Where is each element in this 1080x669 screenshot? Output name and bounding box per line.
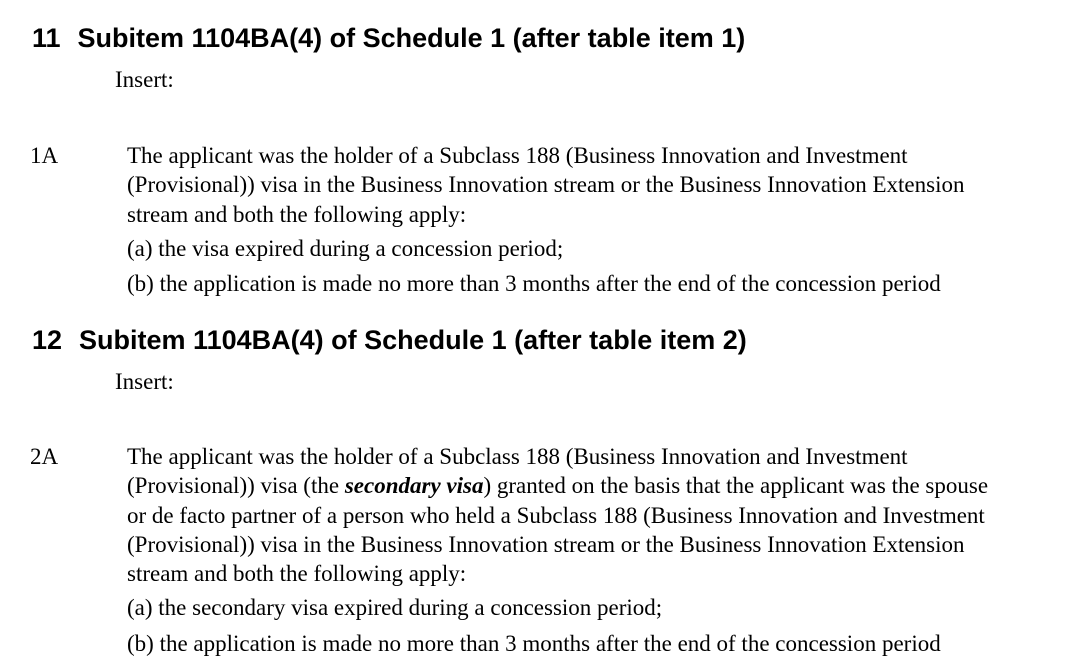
item-line: (Provisional)) visa in the Business Innovation stream or the Business Innovation Extension	[127, 531, 965, 557]
item-paragraph	[127, 442, 1057, 588]
item-paragraph	[127, 141, 1057, 229]
item-line: The applicant was the holder of a Subclass 188 (Business Innovation and Investment	[127, 143, 908, 168]
condition-b: (b) the application is made no more than 3 months after the end of the concession period	[127, 630, 941, 656]
item-line: stream and both the following apply:	[127, 561, 467, 587]
section-title: Subitem 1104BA(4) of Schedule 1 (after table item 2)	[79, 325, 747, 355]
insert-label: Insert:	[115, 67, 174, 92]
item-text	[127, 442, 1057, 658]
item-line	[127, 471, 1057, 500]
condition-a: (a) the visa expired during a concession period;	[127, 235, 564, 261]
item-line: (Provisional)) visa in the Business Innovation stream or the Business Innovation Extension	[127, 172, 965, 198]
item-line-text: ) granted on the basis that the applicant was the spouse	[483, 473, 989, 499]
item-number: 2A	[30, 444, 59, 469]
condition-a: (a) the secondary visa expired during a concession period;	[127, 595, 663, 621]
item-line: or de facto partner of a person who held a Subclass 188 (Business Innovation and Investment	[127, 502, 985, 528]
section-number: 11	[32, 23, 61, 53]
section-heading	[32, 22, 745, 54]
item-number: 1A	[30, 143, 59, 168]
insert-label: Insert:	[115, 369, 174, 394]
defined-term: secondary visa	[344, 473, 484, 499]
condition-b: (b) the application is made no more than 3 months after the end of the concession period	[127, 271, 941, 297]
section-number: 12	[32, 325, 63, 355]
item-line: stream and both the following apply:	[127, 201, 467, 227]
item-line: The applicant was the holder of a Subclass 188 (Business Innovation and Investment	[127, 444, 908, 469]
item-text	[127, 141, 1057, 298]
section-title: Subitem 1104BA(4) of Schedule 1 (after table item 1)	[77, 23, 746, 53]
item-line-text: (Provisional)) visa (the	[127, 473, 345, 499]
section-heading	[32, 324, 747, 356]
